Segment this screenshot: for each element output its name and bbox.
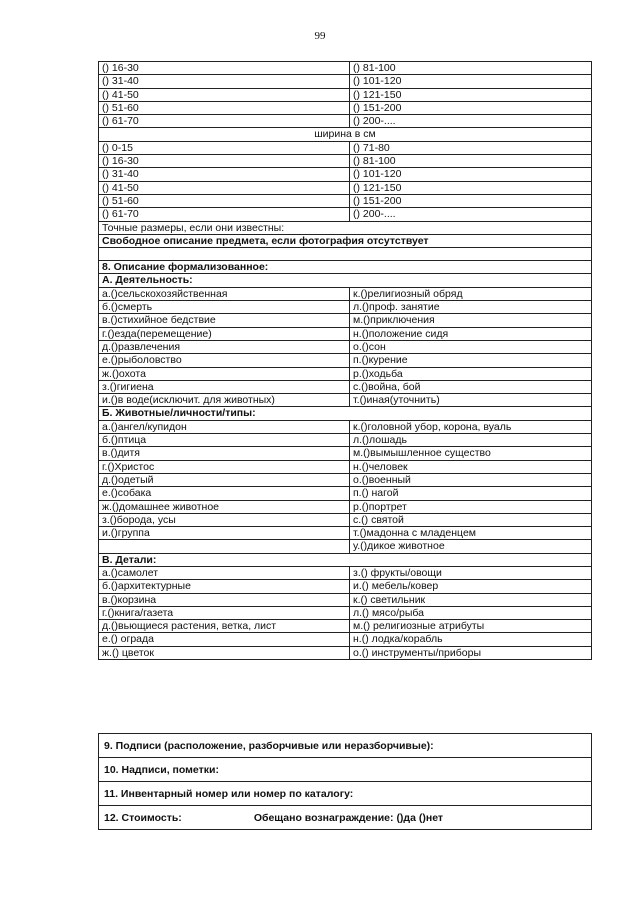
checkbox-option[interactable]: о.()сон	[350, 340, 592, 353]
size-row	[99, 168, 592, 181]
checkbox-option[interactable]: н.() лодка/корабль	[350, 633, 592, 646]
animals-row	[99, 447, 592, 460]
checkbox-option[interactable]: () 101-120	[350, 168, 592, 181]
checkbox-option[interactable]: м.()приключения	[350, 314, 592, 327]
checkbox-option[interactable]: () 51-60	[99, 194, 350, 207]
checkbox-option[interactable]: () 41-50	[99, 88, 350, 101]
animals-row	[99, 420, 592, 433]
animals-row	[99, 473, 592, 486]
checkbox-option[interactable]: () 121-150	[350, 181, 592, 194]
size-row	[99, 75, 592, 88]
checkbox-option[interactable]: () 16-30	[99, 155, 350, 168]
size-row	[99, 194, 592, 207]
size-row	[99, 141, 592, 154]
size-row	[99, 88, 592, 101]
checkbox-option[interactable]: е.() ограда	[99, 633, 350, 646]
checkbox-option[interactable]: т.()иная(уточнить)	[350, 394, 592, 407]
checkbox-option[interactable]: () 41-50	[99, 181, 350, 194]
checkbox-option[interactable]: () 61-70	[99, 208, 350, 221]
animals-row	[99, 540, 592, 553]
checkbox-option[interactable]: а.()самолет	[99, 566, 350, 579]
page-number: 99	[314, 30, 326, 42]
signatures-field[interactable]: 9. Подписи (расположение, разборчивые или неразборчивые):	[99, 734, 592, 758]
checkbox-option[interactable]: г.()езда(перемещение)	[99, 327, 350, 340]
size-row	[99, 208, 592, 221]
checkbox-option[interactable]: () 51-60	[99, 101, 350, 114]
checkbox-option[interactable]: м.() религиозные атрибуты	[350, 620, 592, 633]
checkbox-option[interactable]: к.()головной убор, корона, вуаль	[350, 420, 592, 433]
animals-row	[99, 527, 592, 540]
checkbox-option[interactable]: б.()птица	[99, 434, 350, 447]
size-row	[99, 181, 592, 194]
checkbox-option[interactable]: д.()вьющиеся растения, ветка, лист	[99, 620, 350, 633]
animals-row	[99, 434, 592, 447]
checkbox-option[interactable]: () 151-200	[350, 194, 592, 207]
checkbox-option[interactable]: з.() фрукты/овощи	[350, 566, 592, 579]
checkbox-option[interactable]: с.() святой	[350, 513, 592, 526]
checkbox-option[interactable]: п.() нагой	[350, 487, 592, 500]
size-row	[99, 115, 592, 128]
activity-row	[99, 367, 592, 380]
checkbox-option[interactable]: н.()положение сидя	[350, 327, 592, 340]
section-activity-heading: А. Деятельность:	[99, 274, 592, 287]
checkbox-option[interactable]: г.()Христос	[99, 460, 350, 473]
checkbox-option[interactable]: л.()лошадь	[350, 434, 592, 447]
size-row	[99, 101, 592, 114]
checkbox-option[interactable]: () 81-100	[350, 155, 592, 168]
checkbox-option[interactable]: () 61-70	[99, 115, 350, 128]
checkbox-option[interactable]: е.()рыболовство	[99, 354, 350, 367]
details-row	[99, 566, 592, 579]
checkbox-option[interactable]: ж.() цветок	[99, 646, 350, 659]
checkbox-option[interactable]: т.()мадонна с младенцем	[350, 527, 592, 540]
details-row	[99, 606, 592, 619]
checkbox-option[interactable]: () 200-....	[350, 115, 592, 128]
checkbox-option[interactable]: д.()одетый	[99, 473, 350, 486]
animals-row	[99, 487, 592, 500]
checkbox-option[interactable]: и.() мебель/ковер	[350, 580, 592, 593]
checkbox-option[interactable]: () 101-120	[350, 75, 592, 88]
checkbox-option[interactable]: н.()человек	[350, 460, 592, 473]
reward-no-option[interactable]: ()нет	[418, 811, 444, 824]
checkbox-option[interactable]: г.()книга/газета	[99, 606, 350, 619]
checkbox-option[interactable]: в.()корзина	[99, 593, 350, 606]
activity-row	[99, 314, 592, 327]
inventory-number-field[interactable]: 11. Инвентарный номер или номер по каталогу:	[99, 782, 592, 806]
checkbox-option[interactable]: е.()собака	[99, 487, 350, 500]
activity-row	[99, 354, 592, 367]
checkbox-option[interactable]: () 31-40	[99, 75, 350, 88]
checkbox-option[interactable]: м.()вымышленное существо	[350, 447, 592, 460]
checkbox-option[interactable]: к.() светильник	[350, 593, 592, 606]
checkbox-option[interactable]: к.()религиозный обряд	[350, 287, 592, 300]
checkbox-option[interactable]: в.()стихийное бедствие	[99, 314, 350, 327]
size-row	[99, 155, 592, 168]
checkbox-option[interactable]: б.()архитектурные	[99, 580, 350, 593]
details-row	[99, 580, 592, 593]
cost-field[interactable]	[99, 806, 592, 830]
checkbox-option[interactable]: () 81-100	[350, 62, 592, 75]
details-row	[99, 593, 592, 606]
description-form-table	[98, 61, 592, 660]
section-animals-heading: Б. Животные/личности/типы:	[99, 407, 592, 420]
checkbox-option[interactable]: р.()портрет	[350, 500, 592, 513]
checkbox-option[interactable]: о.()военный	[350, 473, 592, 486]
checkbox-option[interactable]: б.()смерть	[99, 301, 350, 314]
details-row	[99, 620, 592, 633]
animals-row	[99, 500, 592, 513]
checkbox-option[interactable]: ж.()охота	[99, 367, 350, 380]
checkbox-option[interactable]: () 0-15	[99, 141, 350, 154]
checkbox-option[interactable]: ж.()домашнее животное	[99, 500, 350, 513]
activity-row	[99, 287, 592, 300]
checkbox-option[interactable]: () 200-....	[350, 208, 592, 221]
checkbox-option[interactable]	[99, 540, 350, 553]
checkbox-option[interactable]: з.()борода, усы	[99, 513, 350, 526]
checkbox-option[interactable]: () 121-150	[350, 88, 592, 101]
reward-label: Обещано вознаграждение:	[253, 811, 394, 824]
section-details-heading: В. Детали:	[99, 553, 592, 566]
animals-row	[99, 460, 592, 473]
checkbox-option[interactable]: з.()гигиена	[99, 380, 350, 393]
checkbox-option[interactable]: а.()сельскохозяйственная	[99, 287, 350, 300]
checkbox-option[interactable]: д.()развлечения	[99, 340, 350, 353]
width-label: ширина в см	[99, 128, 592, 141]
checkbox-option[interactable]: () 31-40	[99, 168, 350, 181]
spacer-row	[99, 248, 592, 261]
activity-row	[99, 327, 592, 340]
checkbox-option[interactable]: у.()дикое животное	[350, 540, 592, 553]
checkbox-option[interactable]: л.() мясо/рыба	[350, 606, 592, 619]
checkbox-option[interactable]: л.()проф. занятие	[350, 301, 592, 314]
exact-sizes-field: Точные размеры, если они известны:	[99, 221, 592, 234]
details-row	[99, 633, 592, 646]
checkbox-option[interactable]: с.()война, бой	[350, 380, 592, 393]
activity-row	[99, 340, 592, 353]
checkbox-option[interactable]: р.()ходьба	[350, 367, 592, 380]
formal-description-heading: 8. Описание формализованное:	[99, 261, 592, 274]
checkbox-option[interactable]: и.()группа	[99, 527, 350, 540]
checkbox-option[interactable]: о.() инструменты/приборы	[350, 646, 592, 659]
cost-label: 12. Стоимость:	[104, 811, 182, 824]
checkbox-option[interactable]: и.()в воде(исключит. для животных)	[99, 394, 350, 407]
checkbox-option[interactable]: () 151-200	[350, 101, 592, 114]
free-description-field: Свободное описание предмета, если фотография отсутствует	[99, 234, 592, 247]
checkbox-option[interactable]: в.()дитя	[99, 447, 350, 460]
checkbox-option[interactable]: а.()ангел/купидон	[99, 420, 350, 433]
activity-row	[99, 380, 592, 393]
reward-yes-option[interactable]: ()да	[396, 811, 416, 824]
checkbox-option[interactable]: () 71-80	[350, 141, 592, 154]
inscriptions-field[interactable]: 10. Надписи, пометки:	[99, 758, 592, 782]
size-row	[99, 62, 592, 75]
animals-row	[99, 513, 592, 526]
checkbox-option[interactable]: п.()курение	[350, 354, 592, 367]
activity-row	[99, 301, 592, 314]
checkbox-option[interactable]: () 16-30	[99, 62, 350, 75]
details-form-table	[98, 733, 592, 830]
details-row	[99, 646, 592, 659]
activity-row	[99, 394, 592, 407]
